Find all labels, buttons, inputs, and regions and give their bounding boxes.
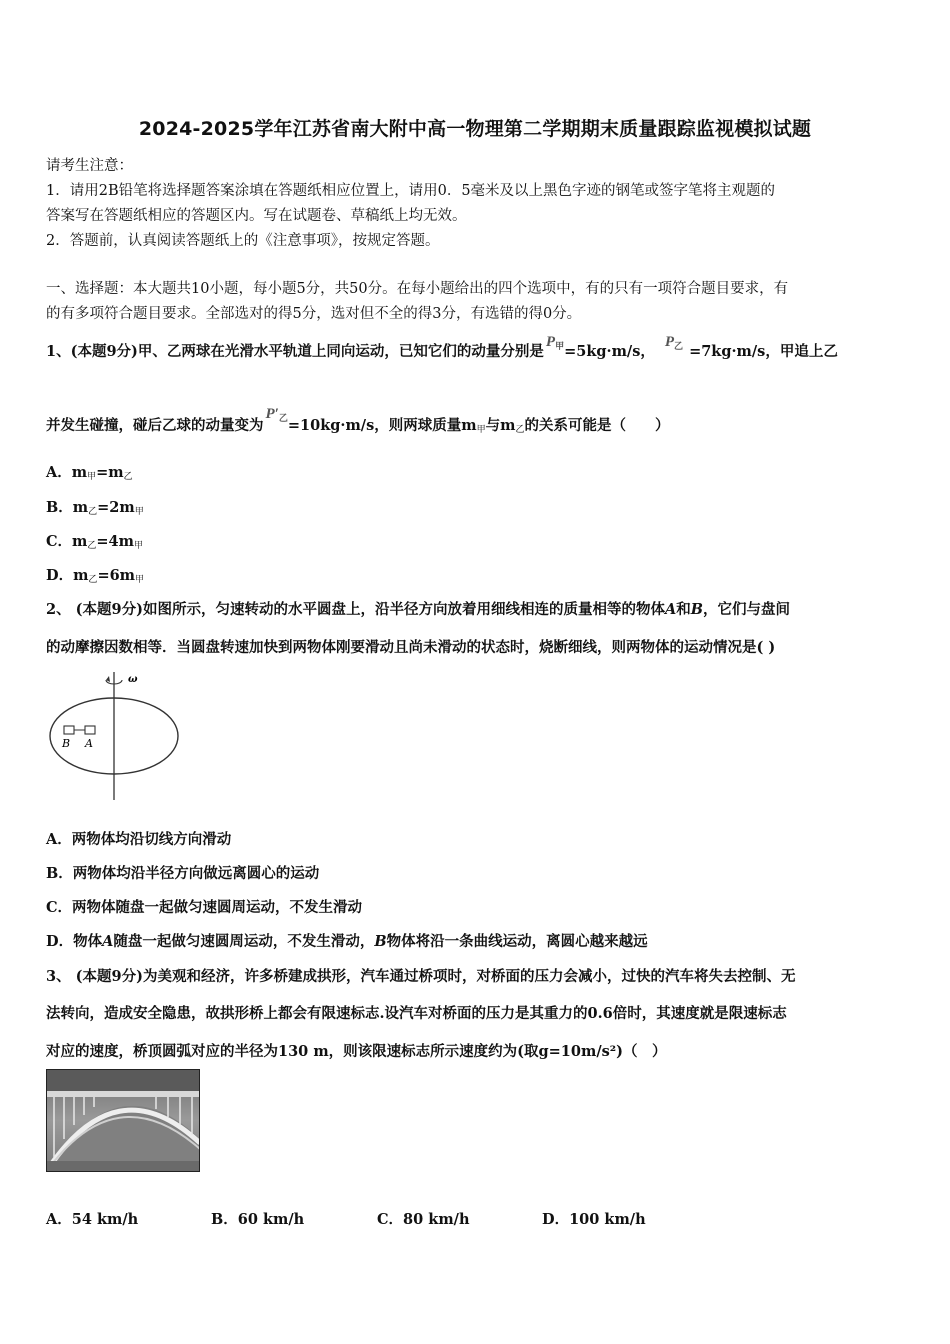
p-jia-value: =5kg·m/s， <box>564 343 655 360</box>
block-a <box>85 726 95 734</box>
section-line-2: 的有多项符合题目要求。全部选对的得5分，选对但不全的得3分，有选错的得0分。 <box>46 306 582 322</box>
q2-option-b[interactable]: B．两物体均沿半径方向做远离圆心的运动 <box>46 865 320 882</box>
section-line-1: 一、选择题：本大题共10小题，每小题5分，共50分。在每小题给出的四个选项中，有的只有一项符合题目要求，有 <box>46 281 789 297</box>
q3-option-b[interactable]: B．60 km/h <box>211 1211 305 1228</box>
q2-option-a[interactable]: A．两物体均沿切线方向滑动 <box>46 831 232 848</box>
q3-line-1: 3、 (本题9分)为美观和经济，许多桥建成拱形，汽车通过桥项时，对桥面的压力会减小，过快的汽车将失去控制、无 <box>46 968 796 985</box>
p-yi-symbol: $P_乙$ <box>664 334 684 351</box>
arch-bridge-photo <box>46 1069 200 1172</box>
q2-line-1: 2、 (本题9分)如图所示，匀速转动的水平圆盘上，沿半径方向放着用细线相连的质量相等的物体A和B，它们与盘间 <box>46 601 790 618</box>
q1-line2-mid: 与m <box>485 417 516 434</box>
label-a: A <box>85 737 93 750</box>
q2-option-d[interactable]: D．物体A随盘一起做匀速圆周运动，不发生滑动，B物体将沿一条曲线运动，离圆心越来越远 <box>46 933 648 950</box>
q1-line2-suffix: =10kg·m/s，则两球质量m <box>287 417 477 434</box>
q2-option-c[interactable]: C．两物体随盘一起做匀速圆周运动，不发生滑动 <box>46 899 363 916</box>
notice-line-1b: 答案写在答题纸相应的答题区内。写在试题卷、草稿纸上均无效。 <box>46 208 467 224</box>
q1-line-2 <box>46 406 670 436</box>
q1-line2-prefix: 并发生碰撞，碰后乙球的动量变为 <box>46 417 264 434</box>
rotating-disc-figure <box>48 670 183 805</box>
q1-line2-end: 的关系可能是（ ） <box>524 417 670 434</box>
q1-prefix: 1、(本题9分)甲、乙两球在光滑水平轨道上同向运动，已知它们的动量分别是 <box>46 343 544 360</box>
p-yi-value: =7kg·m/s，甲追上乙 <box>689 343 838 360</box>
q1-option-b[interactable]: B．$m_乙=2m_甲$ <box>46 499 144 517</box>
notice-line-1a: 1．请用2B铅笔将选择题答案涂填在答题纸相应位置上，请用0．5毫米及以上黑色字迹的钢笔或签字笔将主观题的 <box>46 183 776 199</box>
q1-sub-yi: 乙 <box>515 425 525 435</box>
q3-option-d[interactable]: D．100 km/h <box>542 1211 646 1228</box>
q2-line-2: 的动摩擦因数相等．当圆盘转速加快到两物体刚要滑动且尚未滑动的状态时，烧断细线，则两物体的运动情况是( ) <box>46 639 776 656</box>
notice-line-2: 2．答题前，认真阅读答题纸上的《注意事项》，按规定答题。 <box>46 233 440 249</box>
q1-option-c[interactable]: C．$m_乙=4m_甲$ <box>46 533 144 551</box>
block-b <box>64 726 74 734</box>
label-b: B <box>62 737 71 750</box>
q1-line-1 <box>46 334 838 362</box>
notice-heading: 请考生注意： <box>46 158 133 174</box>
q1-sub-jia: 甲 <box>476 425 486 435</box>
p-jia-symbol: $P_甲$ <box>545 334 565 351</box>
q3-line-2: 法转向，造成安全隐患，故拱形桥上都会有限速标志.设汽车对桥面的压力是其重力的0.6倍时，其速度就是限速标志 <box>46 1005 787 1022</box>
q1-option-a[interactable]: A．$m_甲=m_乙$ <box>46 464 133 482</box>
q3-line-3: 对应的速度，桥顶圆弧对应的半径为130 m，则该限速标志所示速度约为(取g=10m/s²)（ ） <box>46 1043 667 1060</box>
q3-option-a[interactable]: A．54 km/h <box>46 1211 139 1228</box>
p-yi-after-symbol: $P'_乙$ <box>265 406 288 423</box>
omega-label: ω <box>128 674 138 685</box>
page-title: 2024-2025学年江苏省南大附中高一物理第二学期期末质量跟踪监视模拟试题 <box>138 118 812 140</box>
q3-option-c[interactable]: C．80 km/h <box>377 1211 470 1228</box>
q1-option-d[interactable]: D．$m_乙=6m_甲$ <box>46 567 145 585</box>
